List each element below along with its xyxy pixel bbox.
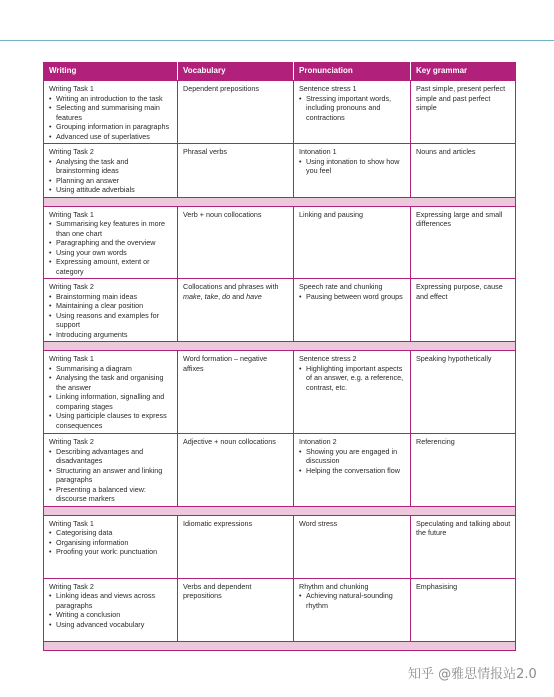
vocabulary-cell: Word formation – negative affixes (178, 351, 294, 434)
list-item: • Structuring an answer and linking paragraphs (49, 466, 173, 485)
pronunciation-points (299, 447, 406, 476)
writing-task-title: Writing Task 2 (49, 147, 94, 156)
list-item: • Writing a conclusion (49, 610, 173, 620)
unit-separator (44, 197, 516, 206)
header-writing: Writing (44, 63, 178, 81)
watermark-text: 知乎 @雅思情报站2.0 (408, 667, 537, 682)
header-key-grammar: Key grammar (411, 63, 516, 81)
pronunciation-cell (294, 578, 411, 641)
list-item: • Using intonation to show how you feel (299, 157, 406, 176)
table-row (44, 578, 516, 641)
table-row (44, 515, 516, 578)
list-item: • Categorising data (49, 528, 173, 538)
list-item: • Helping the conversation flow (299, 466, 406, 476)
pronunciation-points (299, 292, 406, 302)
vocabulary-conjunction: and (232, 291, 245, 301)
header-vocabulary: Vocabulary (178, 63, 294, 81)
pronunciation-title: Speech rate and chunking (299, 282, 383, 291)
grammar-cell: Speaking hypothetically (411, 351, 516, 434)
writing-cell (44, 434, 178, 507)
vocabulary-word: take (204, 291, 219, 301)
grammar-cell: Past simple, present perfect simple and past perfect simple (411, 81, 516, 144)
table-header-row (44, 63, 516, 81)
writing-points (49, 591, 173, 629)
unit-separator (44, 641, 516, 650)
unit-separator (44, 506, 516, 515)
pronunciation-cell (294, 144, 411, 198)
writing-points (49, 528, 173, 557)
vocabulary-cell: Verbs and dependent prepositions (178, 578, 294, 641)
list-item: • Organising information (49, 538, 173, 548)
list-item: • Advanced use of superlatives (49, 132, 173, 142)
writing-task-title: Writing Task 1 (49, 518, 94, 528)
vocabulary-cell: Verb + noun collocations (178, 206, 294, 279)
pronunciation-points (299, 157, 406, 176)
vocabulary-word: have (246, 291, 262, 301)
list-item: • Introducing arguments (49, 330, 173, 340)
vocabulary-word: do (222, 291, 231, 301)
list-item: • Linking information, signalling and comparing stages (49, 392, 173, 411)
pronunciation-title: Rhythm and chunking (299, 581, 369, 591)
list-item: • Using your own words (49, 248, 173, 258)
list-item: • Brainstorming main ideas (49, 292, 173, 302)
table-row (44, 206, 516, 279)
writing-task-title: Writing Task 2 (49, 437, 94, 446)
writing-cell (44, 81, 178, 144)
list-item: • Summarising a diagram (49, 364, 173, 374)
table-row (44, 144, 516, 198)
writing-cell (44, 351, 178, 434)
list-item: • Expressing amount, extent or category (49, 257, 173, 276)
pronunciation-cell (294, 279, 411, 342)
vocabulary-text: Collocations and phrases with (183, 282, 279, 291)
list-item: • Using advanced vocabulary (49, 620, 173, 630)
writing-points (49, 292, 173, 340)
writing-task-title: Writing Task 2 (49, 581, 94, 591)
writing-points (49, 364, 173, 431)
list-item: • Presenting a balanced view: discourse markers (49, 485, 173, 504)
writing-points (49, 94, 173, 142)
pronunciation-title: Word stress (299, 518, 338, 528)
list-item: • Planning an answer (49, 176, 173, 186)
writing-points (49, 157, 173, 195)
pronunciation-cell (294, 81, 411, 144)
vocabulary-word: make (183, 291, 201, 301)
list-item: • Pausing between word groups (299, 292, 406, 302)
writing-task-title: Writing Task 2 (49, 282, 94, 291)
grammar-cell: Emphasising (411, 578, 516, 641)
list-item: • Stressing important words, including pronouns and contractions (299, 94, 406, 123)
table-row (44, 81, 516, 144)
grammar-cell: Referencing (411, 434, 516, 507)
pronunciation-title: Intonation 2 (299, 437, 337, 446)
table-row (44, 434, 516, 507)
vocabulary-cell: Collocations and phrases with make, take, do and have (178, 279, 294, 342)
pronunciation-title: Sentence stress 1 (299, 84, 357, 93)
pronunciation-title: Sentence stress 2 (299, 354, 357, 363)
list-item: • Summarising key features in more than one chart (49, 219, 173, 238)
pronunciation-cell (294, 515, 411, 578)
header-pronunciation: Pronunciation (294, 63, 411, 81)
writing-task-title: Writing Task 1 (49, 84, 94, 93)
grammar-cell: Expressing purpose, cause and effect (411, 279, 516, 342)
unit-separator (44, 342, 516, 351)
writing-cell (44, 279, 178, 342)
writing-points (49, 447, 173, 504)
top-divider-line (0, 40, 554, 41)
pronunciation-points (299, 364, 406, 393)
vocabulary-cell: Dependent prepositions (178, 81, 294, 144)
writing-cell (44, 144, 178, 198)
writing-cell (44, 578, 178, 641)
pronunciation-cell (294, 351, 411, 434)
writing-cell (44, 206, 178, 279)
list-item: • Analysing the task and organising the answer (49, 373, 173, 392)
vocabulary-cell: Idiomatic expressions (178, 515, 294, 578)
list-item: • Proofing your work: punctuation (49, 547, 173, 557)
list-item: • Paragraphing and the overview (49, 238, 173, 248)
list-item: • Analysing the task and brainstorming ideas (49, 157, 173, 176)
syllabus-table (43, 62, 516, 651)
list-item: • Using attitude adverbials (49, 185, 173, 195)
list-item: • Linking ideas and views across paragraphs (49, 591, 173, 610)
pronunciation-cell (294, 206, 411, 279)
vocabulary-cell: Phrasal verbs (178, 144, 294, 198)
table-row (44, 351, 516, 434)
list-item: • Using reasons and examples for support (49, 311, 173, 330)
list-item: • Using participle clauses to express consequences (49, 411, 173, 430)
writing-cell (44, 515, 178, 578)
grammar-cell: Nouns and articles (411, 144, 516, 198)
list-item: • Highlighting important aspects of an answer, e.g. a reference, contrast, etc. (299, 364, 406, 393)
list-item: • Selecting and summarising main features (49, 103, 173, 122)
vocabulary-cell: Adjective + noun collocations (178, 434, 294, 507)
pronunciation-points (299, 591, 406, 610)
table-row (44, 279, 516, 342)
list-item: • Maintaining a clear position (49, 301, 173, 311)
writing-task-title: Writing Task 1 (49, 209, 94, 219)
grammar-cell: Speculating and talking about the future (411, 515, 516, 578)
pronunciation-title: Intonation 1 (299, 147, 337, 156)
list-item: • Grouping information in paragraphs (49, 122, 173, 132)
pronunciation-cell (294, 434, 411, 507)
writing-task-title: Writing Task 1 (49, 354, 94, 363)
list-item: • Achieving natural-sounding rhythm (299, 591, 406, 610)
pronunciation-points (299, 94, 406, 123)
pronunciation-title: Linking and pausing (299, 209, 363, 219)
list-item: • Describing advantages and disadvantages (49, 447, 173, 466)
writing-points (49, 219, 173, 276)
grammar-cell: Expressing large and small differences (411, 206, 516, 279)
list-item: • Writing an introduction to the task (49, 94, 173, 104)
list-item: • Showing you are engaged in discussion (299, 447, 406, 466)
